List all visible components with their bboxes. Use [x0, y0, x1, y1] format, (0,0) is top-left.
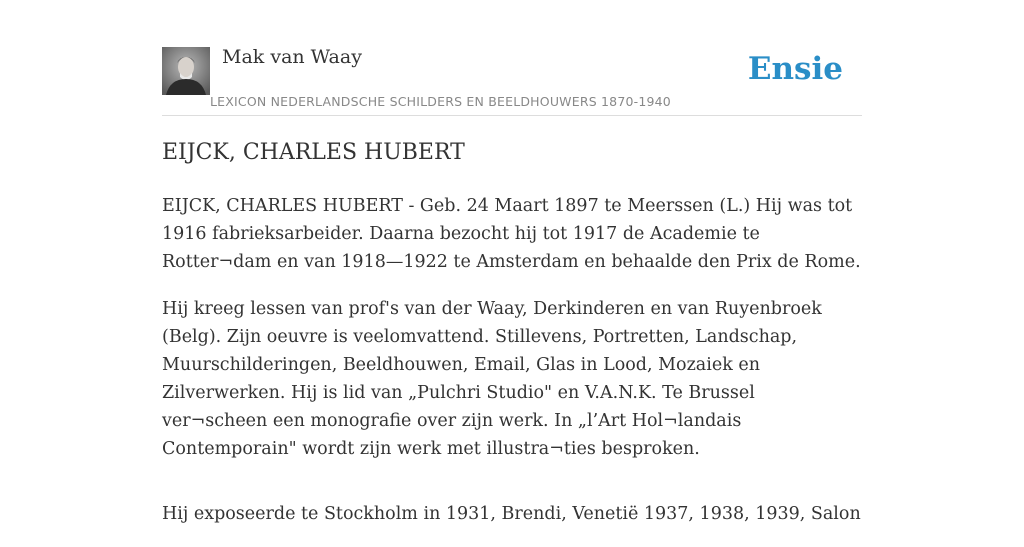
article-paragraph: Hij exposeerde te Stockholm in 1931, Brendi, Venetië 1937, 1938, 1939, Salon [162, 504, 861, 524]
author-name[interactable]: Mak van Waay [222, 46, 362, 68]
article-body [162, 192, 862, 547]
article-paragraph: EIJCK, CHARLES HUBERT - Geb. 24 Maart 1897 te Meerssen (L.) Hij was tot 1916 fabrieksarbeider. Daarna bezocht hij tot 1917 de Academie te Rotter¬dam en van 1918—1922 te Amsterdam en behaalde den Prix de Rome. [162, 196, 861, 272]
lexicon-subtitle[interactable]: LEXICON NEDERLANDSCHE SCHILDERS EN BEELDHOUWERS 1870-1940 [210, 94, 671, 109]
content-container [162, 0, 862, 524]
article-title: EIJCK, CHARLES HUBERT [162, 140, 465, 165]
author-avatar[interactable] [162, 47, 210, 95]
article-paragraph: Hij kreeg lessen van prof's van der Waay, Derkinderen en van Ruyenbroek (Belg). Zijn oeuvre is veelomvattend. Stillevens, Portretten, Landschap, Muurschilderingen, Beeldhouwen, Email, Glas in Lood, Mozaiek en Zilverwerken. Hij is lid van „Pulchri Studio" en V.A.N.K. Te Brussel ver¬scheen een monografie over zijn werk. In „l’Art Hol¬landais Contemporain" wordt zijn werk met illustra¬ties besproken. [162, 299, 822, 459]
ensie-logo[interactable]: Ensie [747, 51, 843, 87]
header [162, 0, 862, 116]
